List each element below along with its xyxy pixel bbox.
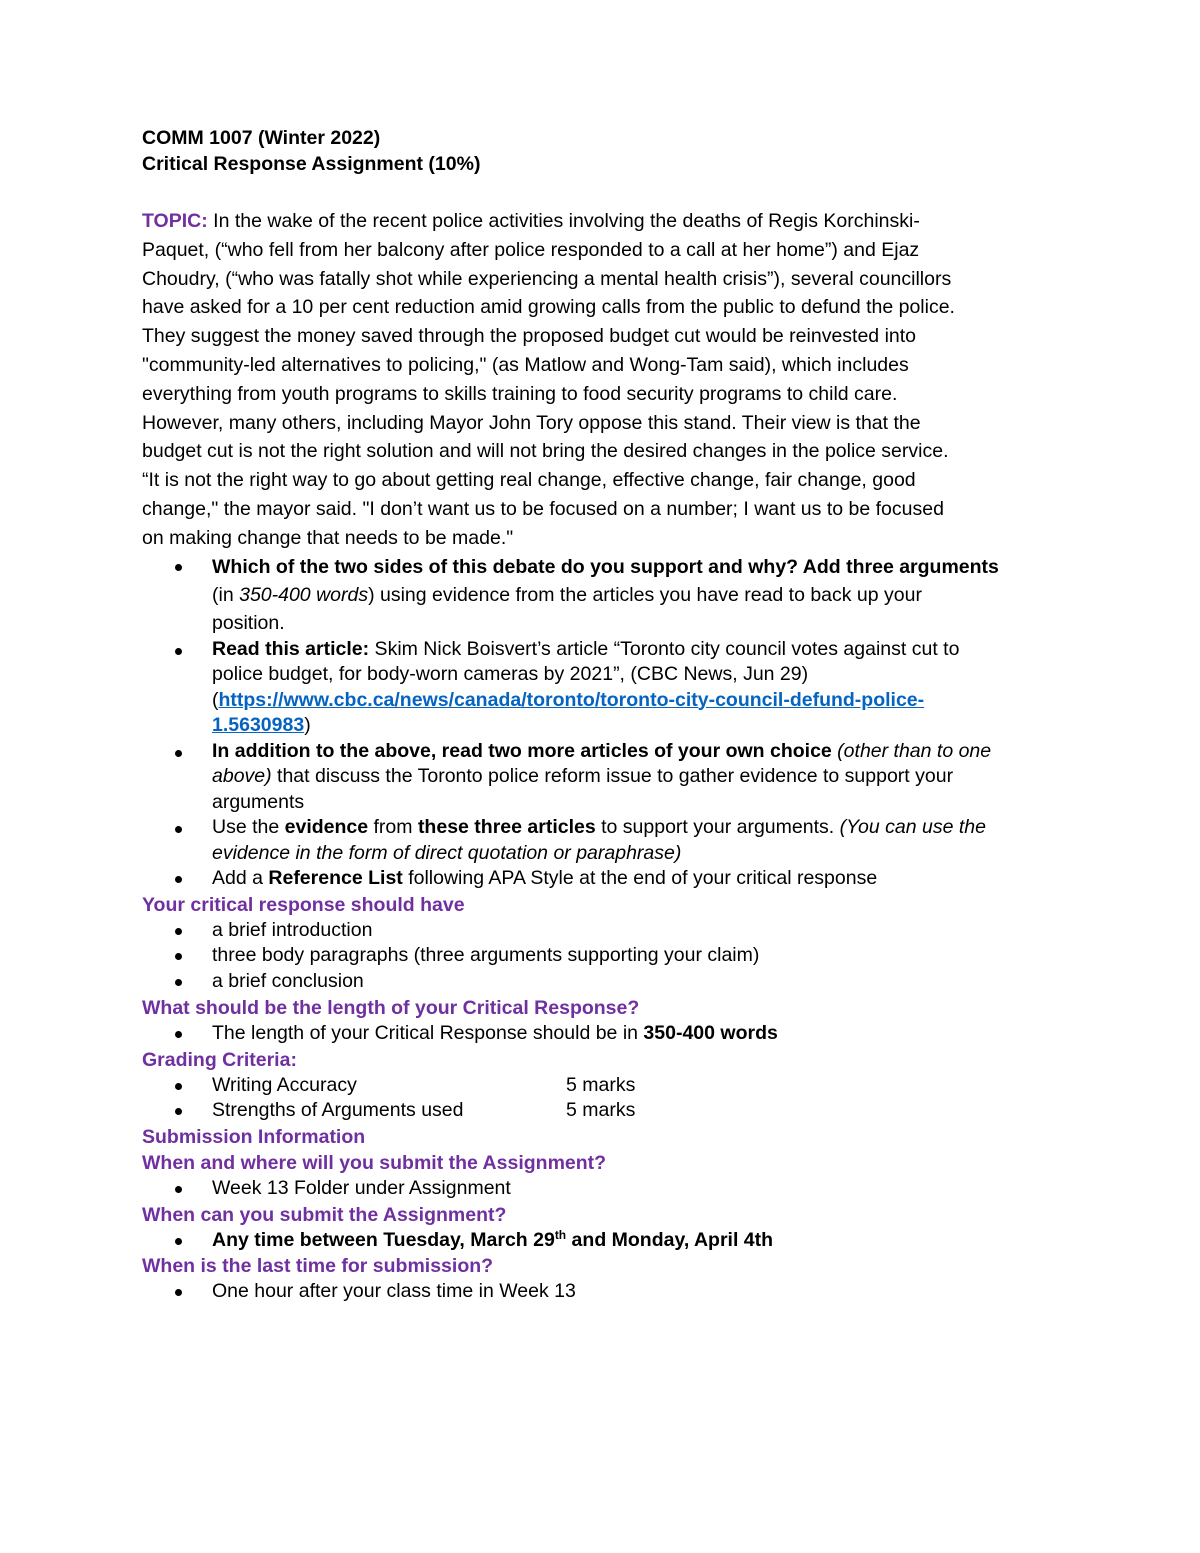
- section-heading: When is the last time for submission?: [142, 1255, 494, 1278]
- section-heading: Grading Criteria:: [142, 1048, 297, 1071]
- list-item: three body paragraphs (three arguments supporting your claim): [142, 943, 1060, 969]
- document-page: [142, 125, 1060, 1305]
- topic-line: "community-led alternatives to policing," (as Matlow and Wong-Tam said), which includes: [142, 353, 909, 376]
- topic-line: “It is not the right way to go about getting real change, effective change, fair change, good: [142, 469, 916, 492]
- topic-line: change," the mayor said. "I don’t want us to be focused on a number; I want us to be focused: [142, 497, 944, 520]
- section-heading: When can you submit the Assignment?: [142, 1203, 507, 1226]
- topic-line: have asked for a 10 per cent reduction amid growing calls from the public to defund the police.: [142, 296, 955, 319]
- topic-line: Choudry, (“who was fatally shot while experiencing a mental health crisis”), several councillors: [142, 267, 952, 290]
- assignment-title: Critical Response Assignment (10%): [142, 153, 481, 175]
- topic-line: everything from youth programs to skills training to food security programs to child care.: [142, 382, 898, 405]
- cbc-article-link-cont[interactable]: 1.5630983: [212, 714, 305, 737]
- list-item: Use the evidence from these three articles to support your arguments. (You can use the evidence in the form of direct quotation or paraphrase): [142, 815, 1060, 866]
- topic-line: In the wake of the recent police activities involving the deaths of Regis Korchinski-: [207, 210, 920, 232]
- instructions-list: [142, 553, 1060, 892]
- grading-row: Writing Accuracy 5 marks: [142, 1073, 1060, 1099]
- cbc-article-link[interactable]: https://www.cbc.ca/news/canada/toronto/toronto-city-council-defund-police-: [218, 688, 925, 711]
- list-item: The length of your Critical Response should be in 350-400 words: [142, 1021, 1060, 1047]
- list-item: One hour after your class time in Week 13: [142, 1279, 1060, 1305]
- topic-line: on making change that needs to be made.": [142, 526, 514, 549]
- list-item: Any time between Tuesday, March 29th and Monday, April 4th: [142, 1228, 1060, 1254]
- list-item: Read this article: Skim Nick Boisvert’s article “Toronto city council votes against cut to police budget, for body-worn cameras by 2021”, (CBC News, Jun 29) (https://www.cbc.ca/news/canada/toronto/toronto-city-council-defund-police- 1.5630983): [142, 637, 1060, 739]
- course-title: COMM 1007 (Winter 2022): [142, 127, 381, 149]
- structure-list: [142, 918, 1060, 995]
- list-item: Week 13 Folder under Assignment: [142, 1176, 1060, 1202]
- section-heading: Your critical response should have: [142, 893, 465, 916]
- grading-row: Strengths of Arguments used 5 marks: [142, 1098, 1060, 1124]
- topic-label: TOPIC:: [142, 210, 208, 232]
- list-item: Add a Reference List following APA Style at the end of your critical response: [142, 866, 1060, 892]
- where-list: [142, 1176, 1060, 1202]
- topic-line: budget cut is not the right solution and will not bring the desired changes in the police service.: [142, 440, 949, 463]
- section-heading: Submission Information: [142, 1125, 366, 1148]
- topic-line: They suggest the money saved through the proposed budget cut would be reinvested into: [142, 325, 917, 348]
- section-heading: What should be the length of your Critical Response?: [142, 996, 640, 1019]
- list-item: Which of the two sides of this debate do you support and why? Add three arguments (in 350-400 words) using evidence from the articles you have read to back up your position.: [142, 553, 1060, 637]
- when-list: [142, 1228, 1060, 1254]
- list-item: a brief introduction: [142, 918, 1060, 944]
- last-list: [142, 1279, 1060, 1305]
- topic-paragraph: [142, 207, 1060, 553]
- length-list: [142, 1021, 1060, 1047]
- topic-line: However, many others, including Mayor John Tory oppose this stand. Their view is that the: [142, 411, 921, 434]
- section-heading: When and where will you submit the Assignment?: [142, 1151, 607, 1174]
- grading-list: [142, 1073, 1060, 1124]
- topic-line: Paquet, (“who fell from her balcony after police responded to a call at her home”) and Ejaz: [142, 238, 920, 261]
- list-item: a brief conclusion: [142, 969, 1060, 995]
- list-item: In addition to the above, read two more articles of your own choice (other than to one above) that discuss the Toronto police reform issue to gather evidence to support your arguments: [142, 739, 1060, 816]
